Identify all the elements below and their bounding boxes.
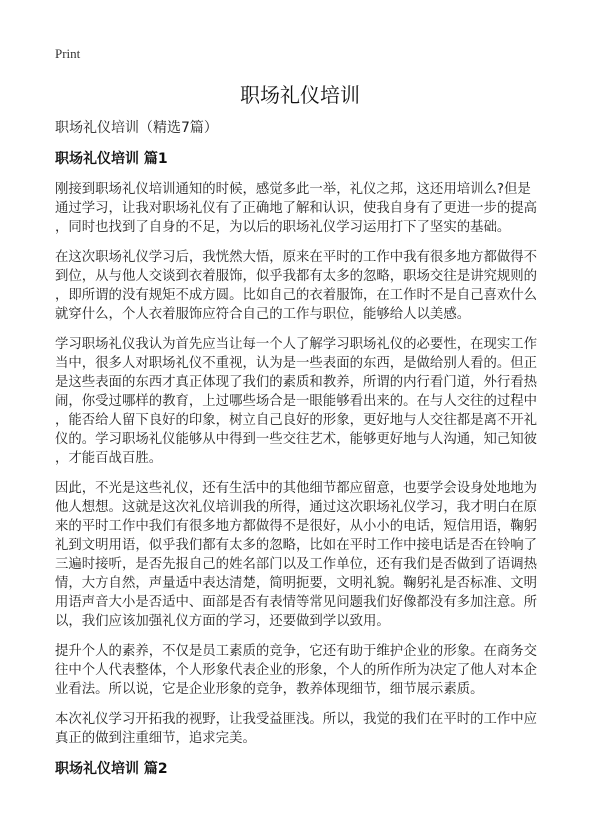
paragraph-line: 业看法。所以说，它是企业形象的竞争，教养体现细节，细节展示素质。 — [55, 682, 484, 697]
paragraph-line: 仪的。学习职场礼仪能够从中得到一些交往艺术，能够更好地与人沟通，知己知彼 — [55, 432, 538, 447]
paragraph-line: ，才能百战百胜。 — [55, 451, 163, 466]
paragraph-line: 真正的做到注重细节，追求完美。 — [55, 731, 256, 746]
paragraph-line: ，即所谓的没有规矩不成方圆。比如自己的衣着服饰，在工作时不是自己喜欢什么 — [55, 288, 538, 303]
paragraph-line: 用语声音大小是否适中、面部是否有表情等常见问题我们好像都没有多加注意。所 — [55, 595, 538, 610]
paragraph-line: 到位，从与他人交谈到衣着服饰，似乎我都有太多的忽略，职场交往是讲究规则的 — [55, 269, 538, 284]
paragraph-line: 情，大方自然，声量适中表达清楚，简明扼要，文明礼貌。鞠躬礼是否标准、文明 — [55, 576, 538, 591]
paragraph-line: 闹，你受过哪样的教育，上过哪些场合是一眼能够看出来的。在与人交往的过程中 — [55, 394, 538, 409]
print-link[interactable]: Print — [55, 46, 81, 61]
paragraph-line: 以，我们应该加强礼仪方面的学习，还要做到学以致用。 — [55, 614, 390, 629]
paragraph-line: 三遍时接听，是否先报自己的姓名部门以及工作单位，还有我们是否做到了语调热 — [55, 557, 538, 572]
paragraph-line: 来的平时工作中我们有很多地方都做得不是很好，从小小的电话，短信用语，鞠躬 — [55, 519, 538, 534]
paragraph-line: 刚接到职场礼仪培训通知的时候，感觉多此一举，礼仪之邦，这还用培训么?但是 — [55, 182, 531, 197]
document-subtitle: 职场礼仪培训（精选7篇） — [55, 120, 218, 136]
paragraph — [55, 180, 555, 237]
paragraph-line: 礼到文明用语，似乎我们都有太多的忽略，比如在平时工作中接电话是否在铃响了 — [55, 538, 538, 553]
paragraph — [55, 710, 555, 748]
paragraph-line: 通过学习，让我对职场礼仪有了正确地了解和认识，使我自身有了更进一步的提高 — [55, 201, 538, 216]
paragraph — [55, 642, 555, 699]
paragraph-line: 因此，不光是这些礼仪，还有生活中的其他细节都应留意，也要学会设身处地地为 — [55, 481, 538, 496]
paragraph-line: 提升个人的素养，不仅是员工素质的竞争，它还有助于维护企业的形象。在商务交 — [55, 644, 538, 659]
paragraph-line: 在这次职场礼仪学习后，我恍然大悟，原来在平时的工作中我有很多地方都做得不 — [55, 250, 538, 265]
paragraph-line: 往中个人代表整体，个人形象代表企业的形象，个人的所作所为决定了他人对本企 — [55, 663, 538, 678]
paragraph-line: ，能否给人留下良好的印象，树立自己良好的形象，更好地与人交往都是离不开礼 — [55, 413, 538, 428]
section-heading-2: 职场礼仪培训 篇2 — [55, 761, 168, 777]
section-1-paragraphs — [55, 180, 555, 748]
paragraph-line: 当中，很多人对职场礼仪不重视，认为是一些表面的东西，是做给别人看的。但正 — [55, 356, 538, 371]
paragraph-line: 是这些表面的东西才真正体现了我们的素质和教养，所谓的内行看门道，外行看热 — [55, 375, 538, 390]
paragraph-line: 就穿什么，个人衣着服饰应符合自己的工作与职位，能够给人以美感。 — [55, 307, 471, 322]
paragraph — [55, 335, 555, 468]
paragraph — [55, 248, 555, 324]
paragraph-line: ，同时也找到了自身的不足，为以后的职场礼仪学习运用打下了坚实的基础。 — [55, 220, 511, 235]
page-title: 职场礼仪培训 — [240, 83, 360, 107]
paragraph-line: 他人想想。这就是这次礼仪培训我的所得，通过这次职场礼仪学习，我才明白在原 — [55, 500, 538, 515]
paragraph-line: 本次礼仪学习开拓我的视野，让我受益匪浅。所以，我觉的我们在平时的工作中应 — [55, 712, 538, 727]
section-heading-1: 职场礼仪培训 篇1 — [55, 151, 168, 167]
paragraph — [55, 479, 555, 631]
paragraph-line: 学习职场礼仪我认为首先应当让每一个人了解学习职场礼仪的必要性，在现实工作 — [55, 337, 538, 352]
